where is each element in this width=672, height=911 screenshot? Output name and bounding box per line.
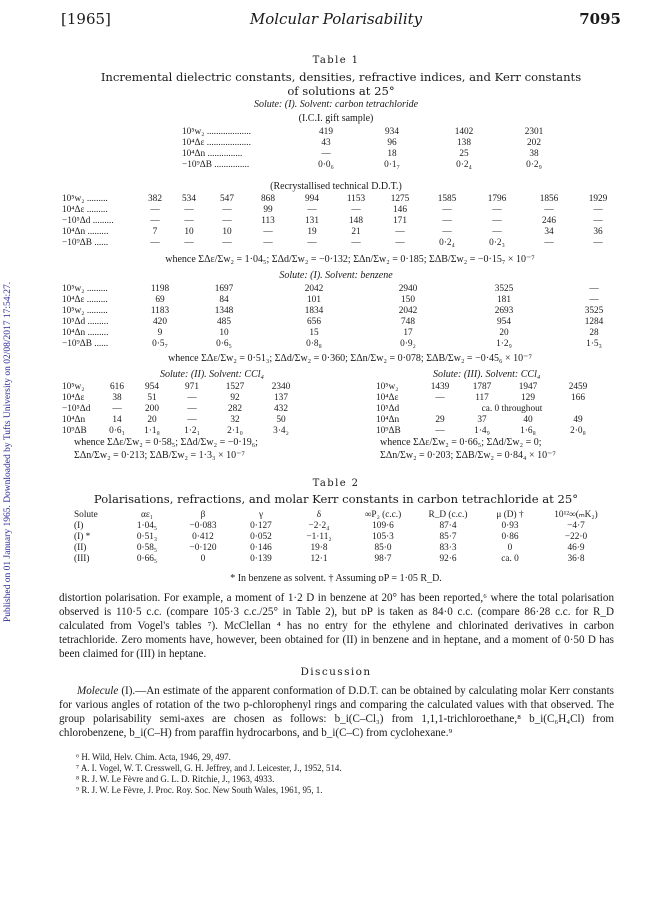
table1-s1-row-label: 10⁴Δn ............... [182,149,243,159]
table1-s3-cell: — [589,284,599,294]
table1-s2-cell: — [492,216,502,226]
table1-s3-cell: 15 [309,328,319,338]
table1-s2-row-label: −10⁹ΔB ...... [62,238,109,248]
table1-s2 [62,194,620,249]
table1-s3 [62,284,636,350]
table1-s4-cell: — [187,404,197,414]
table1-s4-row-label: 10⁴Δn [62,415,86,425]
table1-s4-row-label: 10⁹ΔB [62,426,87,436]
paragraph-molecule-text: (I).—An estimate of the apparent conformation of D.D.T. can be obtained by calculating molar Kerr constants for various angles of rotation of the two p-chlorophenyl rings and comparing the calculated values with that observed. The group polarisability semi-axes are chosen as follows: b_i(C–Cl₃) from 1,1,1-trichloroethane,⁸ b_i(C₆H₄Cl) from chlorobenzene, b_i(C–H) from paraffin hydrocarbons, and b_i(C–C) from cyclohexane.⁹ [59,685,614,739]
table1-s4-row [62,426,304,437]
table1-s2-cell: — [442,216,452,226]
table1-s2-cell: — [307,205,317,215]
footnote-9: ⁹ R. J. W. Le Fèvre, J. Proc. Roy. Soc. New South Wales, 1961, 95, 1. [76,785,323,795]
table2-cell: 0·139 [250,554,272,564]
table2-row-label: (III) [74,554,90,564]
table1-s1-cell: 38 [529,149,539,159]
table2-row [74,543,612,554]
table1-s4-cell: 2340 [271,382,291,392]
table1-s4-cell: — [112,404,122,414]
footnote-8: ⁸ R. J. W. Le Fèvre and G. L. D. Ritchie, J., 1963, 4933. [76,774,275,784]
table1-s1-heading: Solute: (I). Solvent: carbon tetrachloride [253,99,419,110]
table1-s3-cell: 101 [307,295,321,305]
table2-row [74,532,612,543]
table1-s4-cell: 1·2₁ [184,426,200,436]
table1-s3-cell: 0·5₇ [152,339,168,349]
table1-s3-cell: 3525 [494,284,514,294]
table1-s1-cell: 2301 [524,127,544,137]
table1-s2-cell: — [593,205,603,215]
table1-s5-row [376,382,604,393]
table1-s4-row-label: −10⁵Δd [62,404,91,414]
table1-s2-cell: — [184,216,194,226]
table1-s3-row [62,317,636,328]
table1-s4-row [62,404,304,415]
table1-s5-cell: 166 [571,393,585,403]
table1-s2-cell: — [544,205,554,215]
table2-column-header: ∞P₂ (c.c.) [364,510,402,520]
table2-cell: −0·120 [189,543,217,553]
table1-s1-cell: 202 [527,138,541,148]
discussion-heading: Discussion [300,666,372,678]
table2-cell: 19·8 [310,543,328,553]
table1-s3-cell: 28 [589,328,599,338]
table1-s5-row-label: 10⁵Δd [376,404,400,414]
table1-s4-whence1: whence ΣΔε/Σw₂ = 0·58₅; ΣΔd/Σw₂ = −0·19₆; [74,437,258,448]
table1-s3-cell: 150 [401,295,415,305]
table1-s2-cell: 534 [182,194,196,204]
table1-s2-cell: 0·2₃ [489,238,505,248]
table1-caption: Incremental dielectric constants, densities, refractive indices, and Kerr constants of solutions at 25° [100,70,582,98]
table1-s2-cell: 148 [349,216,363,226]
table1-s4-cell: 1·1₈ [144,426,160,436]
table1-s2-row [62,194,620,205]
table1-s2-cell: 246 [542,216,556,226]
table1-s3-row-label: −10⁹ΔB ...... [62,339,109,349]
table1-s2-cell: 994 [305,194,319,204]
table1-s4-cell: 432 [274,404,288,414]
table1-s2-cell: 0·2₄ [439,238,455,248]
table1-s1-cell: 138 [457,138,471,148]
table2-cell: 85·7 [439,532,457,542]
paragraph-distortion [59,592,614,662]
table2-cell: −1·11₂ [306,532,332,542]
table1-s4-cell: 38 [112,393,122,403]
table1-s2-cell: — [593,238,603,248]
table1-s5-cell: 29 [435,415,445,425]
table1-s5 [376,382,604,437]
table1-s4-cell: 92 [230,393,240,403]
table1-s3-row [62,328,636,339]
paragraph-molecule-lead: Molecule [77,685,119,697]
table1-s5-cell: 117 [475,393,489,403]
table1-s1-cell: 0·2₉ [526,160,542,170]
table1-s5-whence1: whence ΣΔε/Σw₂ = 0·66₅; ΣΔd/Σw₂ = 0; [380,437,542,448]
table1-s2-cell: 1585 [437,194,457,204]
table1-s2-row [62,227,620,238]
table1-s2-cell: — [395,227,405,237]
table1-s1-cell: 934 [385,127,399,137]
table1-s5-cell: 1439 [430,382,450,392]
table2-cell: 0·66₅ [136,554,158,564]
table1-s1-cell: 419 [319,127,333,137]
table2-cell: 46·9 [567,543,585,553]
table2-column-header: R_D (c.c.) [428,510,468,520]
table1-s3-row-label: 10⁴Δε ......... [62,295,108,305]
table1-s2-cell: — [593,216,603,226]
table1-s2-row [62,238,620,249]
download-watermark: Published on 01 January 1965. Downloaded by Tufts University on 02/08/2017 17:54:27. [3,281,13,623]
table1-s2-cell: — [222,216,232,226]
table2 [74,510,612,565]
table1-s3-cell: 1284 [584,317,604,327]
table1-s3-cell: 485 [217,317,231,327]
table1-s3-row-label: 10⁵w₂ ......... [62,284,108,294]
table1-s4-cell: 954 [145,382,159,392]
table1-s3-cell: 17 [403,328,413,338]
table1-s2-cell: — [150,216,160,226]
table1-s2-cell: — [307,238,317,248]
table2-row-label: (I) [74,521,84,531]
table1-s5-cell: 1·4₉ [474,426,490,436]
table1-s4-cell: 616 [110,382,124,392]
table1-s3-cell: — [589,295,599,305]
table2-row-label: (I) * [74,532,91,542]
table1-s2-subheading: (Recrystallised technical D.D.T.) [270,181,402,192]
table2-cell: 83·3 [439,543,457,553]
table1-s2-cell: — [263,238,273,248]
table1-s2-cell: — [150,205,160,215]
table2-column-header: δ [316,510,322,520]
table1-s3-row-label: 10⁴Δn ......... [62,328,109,338]
table1-s4-cell: 2·1₀ [227,426,243,436]
table1-s1-cell: 0·1₇ [384,160,400,170]
table2-cell: 0·127 [250,521,272,531]
table2-cell: 0·93 [501,521,519,531]
table1-s2-row [62,205,620,216]
table1-s3-cell: 1348 [214,306,234,316]
table2-cell: 0 [200,554,206,564]
table2-column-header: 10¹²∞(ₘK₂) [554,510,598,520]
table1-s2-cell: 1275 [390,194,410,204]
table1-s3-cell: 69 [155,295,165,305]
table1-s3-cell: 656 [307,317,321,327]
table1-s3-cell: 0·9₂ [400,339,416,349]
table1-s3-cell: 84 [219,295,229,305]
table1-s4-cell: 51 [147,393,157,403]
table2-cell: 109·6 [372,521,394,531]
paragraph-molecule [59,685,614,741]
table1-s5-row [376,393,604,404]
table2-cell: 105·3 [372,532,394,542]
table1-s2-cell: 113 [261,216,275,226]
table1-s1 [182,127,568,171]
table1-s5-whence2: ΣΔn/Σw₂ = 0·203; ΣΔB/Σw₂ = 0·84₄ × 10⁻⁷ [380,450,556,461]
table2-label: Table 2 [312,478,360,489]
table2-cell: 0·58₅ [136,543,158,553]
table1-s3-row [62,339,636,350]
table1-s2-cell: 146 [393,205,407,215]
table1-s3-cell: 1697 [214,284,234,294]
table1-s3-cell: 1183 [150,306,170,316]
table1-s3-row [62,306,636,317]
table1-s2-cell: — [442,227,452,237]
table1-s5-cell: 2·0₈ [570,426,586,436]
table1-s1-cell: 43 [321,138,331,148]
table1-s4-cell: 282 [228,404,242,414]
table1-s3-cell: 9 [157,328,163,338]
table2-cell: 92·6 [439,554,457,564]
table1-s2-cell: — [222,205,232,215]
table1-s1-row [182,127,568,138]
table1-s4-cell: 20 [147,415,157,425]
table2-cell: −4·7 [567,521,585,531]
table1-s1-cell: 1402 [454,127,474,137]
table1-s3-cell: 2042 [304,284,324,294]
table1-s5-row-label: 10⁴Δn [376,415,400,425]
table1-s2-cell: — [150,238,160,248]
table1-s3-cell: 0·6₅ [216,339,232,349]
table1-s4-whence2: ΣΔn/Σw₂ = 0·213; ΣΔB/Σw₂ = 1·3₃ × 10⁻⁷ [74,450,245,461]
table1-s2-whence: whence ΣΔε/Σw₂ = 1·04₅; ΣΔd/Σw₂ = −0·132; ΣΔn/Σw₂ = 0·185; ΣΔB/Σw₂ = −0·15₇ × 10⁻⁷ [165,254,535,265]
table1-s5-cell: — [435,426,445,436]
table1-s4-row-label: 10⁴Δε [62,393,85,403]
table2-cell: 12·1 [310,554,328,564]
table2-cell: −2·2₄ [308,521,330,531]
table1-s3-row-label: 10⁵Δd ......... [62,317,109,327]
table2-cell: 0·412 [192,532,214,542]
page-number: 7095 [579,10,621,28]
table1-s2-cell: — [263,227,273,237]
table1-s5-row-label: 10⁴Δε [376,393,399,403]
table1-s4-cell: — [187,393,197,403]
table1-s1-row-label: 10⁵w₂ ................... [182,127,251,137]
table2-footnote: * In benzene as solvent. † Assuming ᴅP = 1·05 R_D. [230,573,442,584]
table1-s3-cell: 1·2₉ [496,339,512,349]
table2-cell: 0 [507,543,513,553]
table1-s1-row-label: 10⁴Δε ................... [182,138,251,148]
table2-row-label: (II) [74,543,87,553]
table1-s2-cell: — [222,238,232,248]
table2-cell: −22·0 [564,532,588,542]
table2-cell: 85·0 [374,543,392,553]
table2-column-header: γ [258,510,264,520]
table1-s2-cell: 10 [184,227,194,237]
table1-s1-cell: 25 [459,149,469,159]
table1-s5-cell: 37 [477,415,487,425]
table1-s5-row [376,404,604,415]
table1-s2-cell: — [351,238,361,248]
table1-s2-cell: 21 [351,227,361,237]
table2-column-header: Solute [74,510,98,520]
table1-s3-cell: 954 [497,317,511,327]
table2-column-header: β [200,510,206,520]
table1-s4-cell: 14 [112,415,122,425]
table1-s2-cell: 34 [544,227,554,237]
table2-cell: ca. 0 [501,554,519,564]
table1-s5-heading: Solute: (III). Solvent: CCl₄ [433,369,541,380]
table1-s4-cell: 50 [276,415,286,425]
table1-s5-row-label: 10⁹ΔB [376,426,401,436]
table1-s2-cell: 171 [393,216,407,226]
table1-s3-row [62,295,636,306]
table1-s3-cell: 20 [499,328,509,338]
table1-s3-cell: 181 [497,295,511,305]
table1-s2-cell: 868 [261,194,275,204]
table2-cell: 36·8 [567,554,585,564]
table1-s4-cell: — [187,415,197,425]
table1-s3-cell: 2940 [398,284,418,294]
table2-cell: 0·51₃ [136,532,158,542]
table1-s1-cell: — [321,149,331,159]
table2-cell: 0·052 [250,532,272,542]
table1-s1-cell: 0·0₆ [318,160,334,170]
table1-s3-cell: 420 [153,317,167,327]
table1-s4-cell: 0·6₁ [109,426,125,436]
table1-s2-row [62,216,620,227]
table1-s2-cell: — [442,205,452,215]
table1-s3-row-label: 10⁵w₂ ......... [62,306,108,316]
table1-s1-row [182,138,568,149]
table1-s2-cell: 131 [305,216,319,226]
table1-s5-cell: 1947 [518,382,538,392]
table1-s3-heading: Solute: (I). Solvent: benzene [279,270,393,281]
table1-s2-cell: 1856 [539,194,559,204]
table1-s5-cell: 1787 [472,382,492,392]
table1-s4-row [62,382,304,393]
table1-s2-cell: 36 [593,227,603,237]
paragraph-distortion-text: distortion polarisation. For example, a moment of 1·2 D in benzene at 20° has been reported,⁶ where the total polarisation observed is 110·5 c.c. (compare 105·3 c.c./25° in Table 2), but ᴅP is taken as 84·0 c.c. (compare 86·28 c.c. for R_D calculated from Vogel's tables ⁷). McClellan ⁴ has no entry for the ethylene and chlorinated derivatives in carbon tetrachloride. Zero moments have, however, been obtained for (II) in benzene and in heptane, and a moment of 0·50 D has been claimed for (III) in heptane. [59,592,614,660]
table1-s4-row [62,393,304,404]
table1-s2-cell: — [184,238,194,248]
table1-s2-cell: — [351,205,361,215]
table1-s3-cell: 1834 [304,306,324,316]
table1-s2-cell: 547 [220,194,234,204]
table2-column-header: αε₁ [140,510,154,520]
table1-s1-cell: 18 [387,149,397,159]
table1-s2-row-label: 10⁴Δε ......... [62,205,108,215]
table1-s2-row-label: 10⁴Δn ......... [62,227,109,237]
year-label: [1965] [61,10,111,28]
table1-s5-row [376,415,604,426]
footnote-6: ⁶ H. Wild, Helv. Chim. Acta, 1946, 29, 497. [76,752,231,762]
table1-s3-whence: whence ΣΔε/Σw₂ = 0·51₃; ΣΔd/Σw₂ = 0·360; ΣΔn/Σw₂ = 0·078; ΣΔB/Σw₂ = −0·45₆ × 10⁻⁷ [168,353,532,364]
table1-s2-cell: 99 [263,205,273,215]
table2-row [74,521,612,532]
table1-s4-cell: 3·4₂ [273,426,289,436]
running-title: Molcular Polarisability [249,10,423,28]
table1-s1-row-label: −10⁹ΔB ............... [182,160,250,170]
table2-column-header: μ (D) † [496,510,524,520]
table1-s2-cell: 1929 [588,194,608,204]
table1-s5-cell: 1·6₈ [520,426,536,436]
table1-s3-cell: 2042 [398,306,418,316]
table1-s4-cell: 137 [274,393,288,403]
table1-s2-cell: 1796 [487,194,507,204]
table1-s2-cell: — [492,205,502,215]
table2-cell: −0·083 [189,521,217,531]
footnote-7: ⁷ A. I. Vogel, W. T. Cresswell, G. H. Jeffrey, and J. Leicester, J., 1952, 514. [76,763,342,773]
table1-s3-cell: 1·5₃ [586,339,602,349]
table1-s1-cell: 0·2₄ [456,160,472,170]
table1-s2-cell: — [184,205,194,215]
table1-s3-cell: 3525 [584,306,604,316]
table1-s4-cell: 1527 [225,382,245,392]
table1-s5-cell: 129 [521,393,535,403]
table1-s2-cell: 382 [148,194,162,204]
table2-cell: 0·146 [250,543,272,553]
table1-s2-cell: — [492,227,502,237]
table1-s2-row-label: −10⁵Δd ......... [62,216,114,226]
table1-label: Table 1 [312,55,360,66]
table1-s4 [62,382,304,437]
table2-caption: Polarisations, refractions, and molar Kerr constants in carbon tetrachloride at 25° [93,492,579,506]
table1-s4-row [62,415,304,426]
footnotes [76,752,342,796]
table1-s3-row [62,284,636,295]
table1-s2-cell: 10 [222,227,232,237]
table1-s5-cell: 40 [523,415,533,425]
table1-s4-cell: 32 [230,415,240,425]
table1-s1-subheading: (I.C.I. gift sample) [298,113,374,124]
table1-s1-row [182,149,568,160]
table1-s5-cell: ca. 0 throughout [481,404,543,414]
table1-s2-row-label: 10⁵w₂ ......... [62,194,108,204]
table1-s1-cell: 96 [387,138,397,148]
table2-cell: 0·86 [501,532,519,542]
table1-s3-cell: 748 [401,317,415,327]
table2-row [74,554,612,565]
table1-s2-cell: — [395,238,405,248]
table1-s5-row [376,426,604,437]
table1-s3-cell: 1198 [150,284,170,294]
table1-s2-cell: 19 [307,227,317,237]
table1-s2-cell: — [544,238,554,248]
table2-cell: 87·4 [439,521,457,531]
table2-cell: 1·04₅ [136,521,158,531]
table1-s5-row-label: 10⁵w₂ [376,382,399,392]
table1-s5-cell: — [435,393,445,403]
table1-s3-cell: 2693 [494,306,514,316]
table1-s3-cell: 0·8₈ [306,339,322,349]
table2-cell: 98·7 [374,554,392,564]
table1-s1-row [182,160,568,171]
table1-s4-cell: 200 [145,404,159,414]
table1-s5-cell: 2459 [568,382,588,392]
table1-s2-cell: 1153 [346,194,366,204]
table1-s3-cell: 10 [219,328,229,338]
table1-s4-heading: Solute: (II). Solvent: CCl₄ [160,369,265,380]
table1-s2-cell: 7 [152,227,158,237]
table1-s4-cell: 971 [185,382,199,392]
table1-s4-row-label: 10⁵w₂ [62,382,85,392]
table1-s5-cell: 49 [573,415,583,425]
